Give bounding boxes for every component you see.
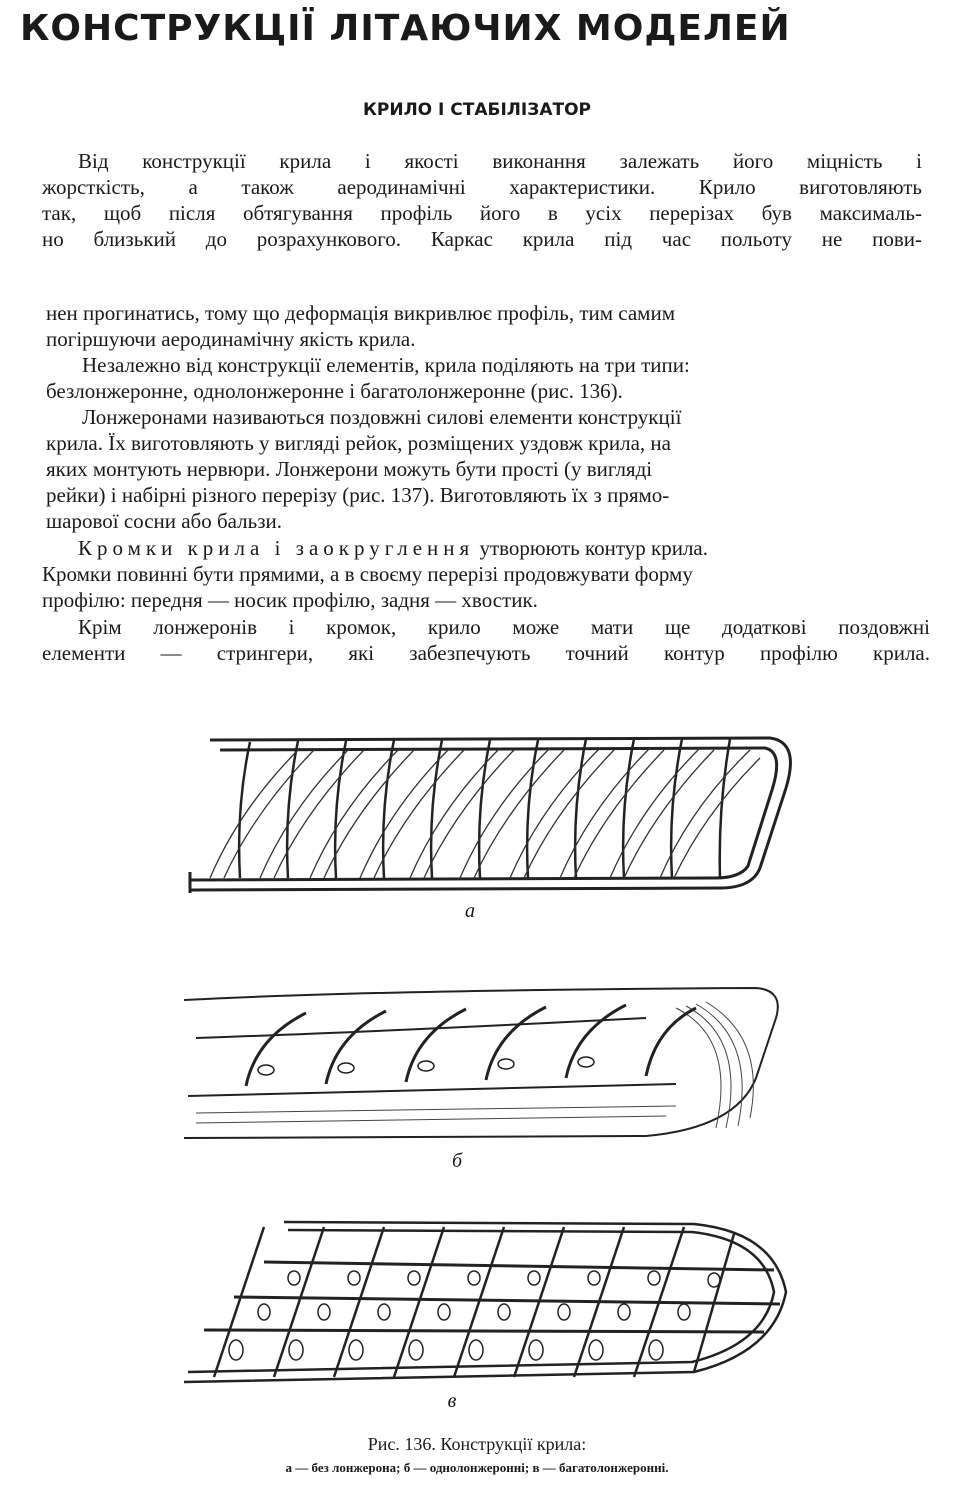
text-line: безлонжеронне, однолонжеронне і багатолонжеронне (рис. 136). bbox=[46, 379, 623, 403]
text-line: жорсткість, а також аеродинамічні характеристики. Крило виготовляють bbox=[42, 175, 922, 199]
text-line: рейки) і набірні різного перерізу (рис. 137). Виготовляють їх з прямо- bbox=[46, 483, 670, 507]
paragraph-6 bbox=[42, 614, 930, 666]
figure-caption-legend: а — без лонжерона; б — однолонжеронні; в — багатолонжеронні. bbox=[285, 1460, 669, 1475]
text-line: так, щоб після обтягування профіль його в усіх перерізах був максималь- bbox=[42, 201, 922, 225]
text-line: но близький до розрахункового. Каркас крила під час польоту не пови- bbox=[42, 227, 922, 251]
paragraph-5 bbox=[42, 535, 930, 613]
section-title: КРИЛО І СТАБІЛІЗАТОР bbox=[362, 100, 591, 120]
page-title: КОНСТРУКЦІЇ ЛІТАЮЧИХ МОДЕЛЕЙ bbox=[20, 8, 791, 49]
text-line: Кромки повинні бути прямими, а в своєму перерізі продовжувати форму bbox=[42, 562, 693, 586]
paragraph-1 bbox=[42, 148, 922, 252]
text-line: нен прогинатись, тому що деформація викривлює профіль, тим самим bbox=[46, 301, 675, 325]
figure-label-b: б bbox=[451, 1150, 463, 1172]
figure-caption: Рис. 136. Конструкції крила: bbox=[367, 1434, 587, 1454]
paragraph-4 bbox=[46, 404, 930, 534]
text-line: шарової сосни або бальзи. bbox=[46, 509, 283, 533]
text-line: яких монтують нервюри. Лонжерони можуть бути прості (у вигляді bbox=[46, 457, 653, 481]
paragraph-3 bbox=[46, 352, 930, 404]
text-line: профілю: передня — носик профілю, задня — хвостик. bbox=[42, 588, 538, 612]
figure-wing-multi-spar bbox=[174, 1212, 814, 1388]
text-line: елементи — стрингери, які забезпечують точний контур профілю крила. bbox=[42, 641, 930, 665]
text-line: Лонжеронами називаються поздовжні силові елементи конструкції bbox=[82, 405, 682, 429]
text-line: крила. Їх виготовляють у вигляді рейок, розміщених уздовж крила, на bbox=[46, 431, 671, 455]
figure-wing-no-spar bbox=[180, 728, 800, 898]
paragraph-2 bbox=[46, 300, 930, 352]
text-line: погіршуючи аеродинамічну якість крила. bbox=[46, 327, 416, 351]
text-line: Крім лонжеронів і кромок, крило може мати ще додаткові поздовжні bbox=[78, 615, 930, 639]
emphasis-text: Кромки крила і заокруглення bbox=[78, 536, 475, 560]
figure-label-a: а bbox=[465, 900, 475, 922]
figure-label-c: в bbox=[447, 1390, 457, 1412]
text-line: Незалежно від конструкції елементів, крила поділяють на три типи: bbox=[82, 353, 690, 377]
text-line: утворюють контур крила. bbox=[474, 536, 709, 560]
text-line: Від конструкції крила і якості виконання залежать його міцність і bbox=[78, 149, 922, 173]
figure-wing-single-spar bbox=[176, 978, 790, 1148]
